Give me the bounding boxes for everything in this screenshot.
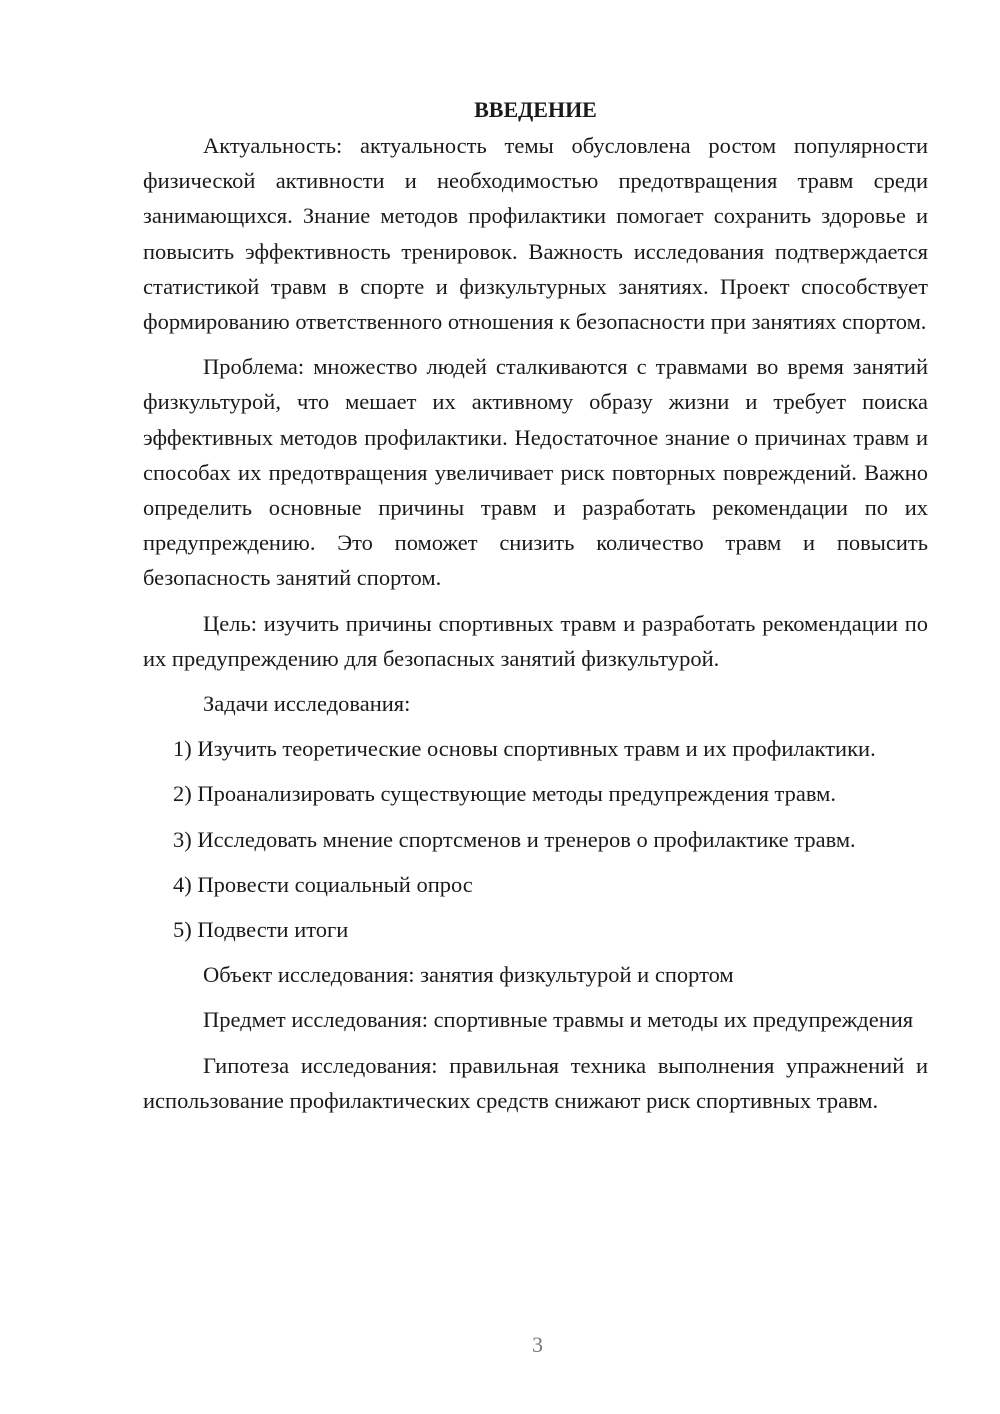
task-item-3: 3) Исследовать мнение спортсменов и тренеров о профилактике травм. xyxy=(173,826,856,852)
task-item-4: 4) Провести социальный опрос xyxy=(173,871,473,897)
task-item-5: 5) Подвести итоги xyxy=(173,917,349,943)
page-number: 3 xyxy=(532,1332,543,1357)
page-content xyxy=(143,92,928,1128)
task-item-1: 1) Изучить теоретические основы спортивных травм и их профилактики. xyxy=(173,736,876,762)
object-paragraph: Объект исследования: занятия физкультурой и спортом xyxy=(203,962,734,988)
tasks-heading: Задачи исследования: xyxy=(203,691,411,717)
subject-paragraph: Предмет исследования: спортивные травмы и методы их предупреждения xyxy=(203,1007,914,1033)
relevance-paragraph: Актуальность: актуальность темы обусловлена ростом популярности физической активности и необходимостью предотвращения травм среди занимающихся. Знание методов профилактики помогает сохранить здоровье и повысить эффективность тренировок. Важность исследования подтверждается статистикой травм в спорте и физкультурных занятиях. Проект способствует формированию ответственного отношения к безопасности при занятиях спортом. xyxy=(143,133,928,335)
goal-paragraph: Цель: изучить причины спортивных травм и разработать рекомендации по их предупреждению для безопасных занятий физкультурой. xyxy=(143,610,928,671)
hypothesis-paragraph: Гипотеза исследования: правильная техника выполнения упражнений и использование профилактических средств снижают риск спортивных травм. xyxy=(143,1052,928,1113)
problem-paragraph: Проблема: множество людей сталкиваются с травмами во время занятий физкультурой, что мешает их активному образу жизни и требует поиска эффективных методов профилактики. Недостаточное знание о причинах травм и способах их предотвращения увеличивает риск повторных повреждений. Важно определить основные причины травм и разработать рекомендации по их предупреждению. Это поможет снизить количество травм и повысить безопасность занятий спортом. xyxy=(143,354,928,591)
task-item-2: 2) Проанализировать существующие методы предупреждения травм. xyxy=(173,781,836,807)
page-title: ВВЕДЕНИЕ xyxy=(474,97,597,122)
